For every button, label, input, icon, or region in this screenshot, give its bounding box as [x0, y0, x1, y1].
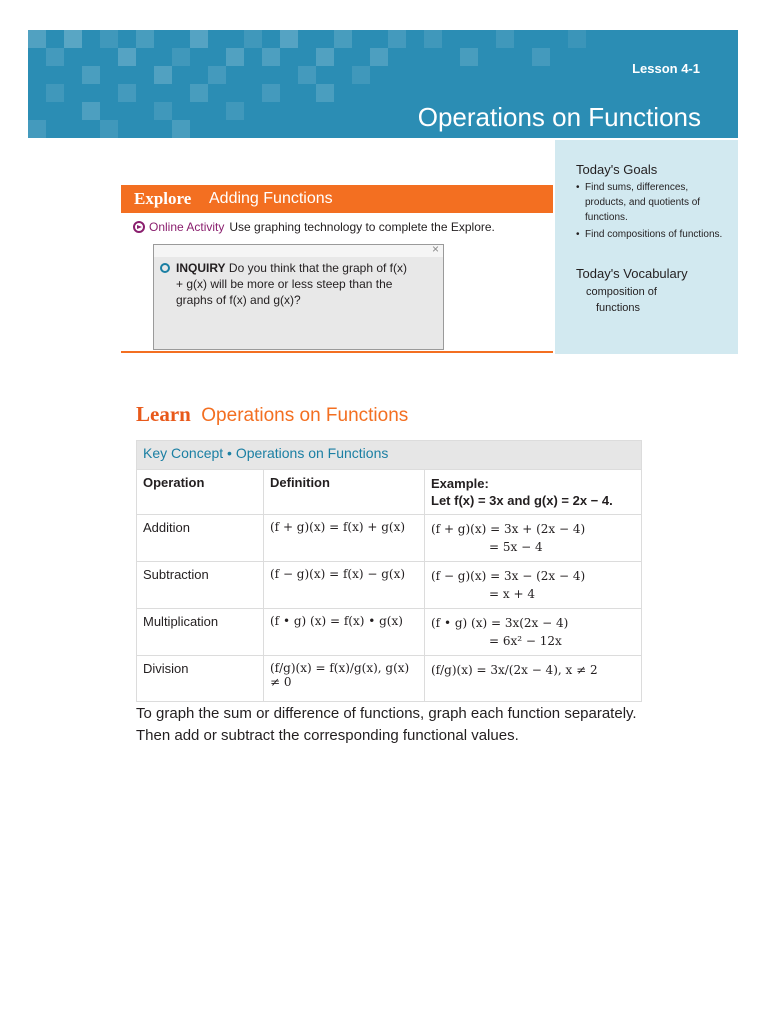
- learn-header: [136, 402, 408, 427]
- definition-cell: (f/g)(x) = f(x)/g(x), g(x) ≠ 0: [264, 656, 425, 702]
- definition-cell: (f • g) (x) = f(x) • g(x): [264, 609, 425, 656]
- column-header-definition: Definition: [264, 470, 425, 515]
- online-activity-link[interactable]: Online Activity: [149, 220, 225, 234]
- column-header-operation: Operation: [137, 470, 264, 515]
- example-line: (f • g) (x) = 3x(2x − 4): [431, 616, 569, 630]
- learn-keyword: Learn: [136, 402, 191, 426]
- example-line: = 6x² − 12x: [489, 634, 562, 648]
- key-concept-table: [136, 440, 642, 702]
- inquiry-question: [176, 260, 416, 308]
- learn-title: Operations on Functions: [201, 405, 409, 426]
- table-row: [137, 609, 642, 656]
- key-concept-caption-row: [137, 441, 642, 470]
- example-cell: [425, 515, 642, 562]
- vocabulary-term: [586, 284, 696, 316]
- key-concept-caption: Key Concept • Operations on Functions: [137, 441, 642, 470]
- goals-heading: Today's Goals: [576, 162, 658, 177]
- vocabulary-heading: Today's Vocabulary: [576, 266, 688, 281]
- inquiry-titlebar: [154, 245, 443, 257]
- vocabulary-term-line: functions: [596, 302, 641, 314]
- vocabulary-term-line: composition of: [586, 286, 657, 298]
- column-header-example: [425, 470, 642, 515]
- table-row: [137, 515, 642, 562]
- inquiry-text: Do you think that the graph of f(x) + g(x) will be more or less steep than the graphs of f(x) and g(x)?: [176, 261, 408, 307]
- table-row: [137, 656, 642, 702]
- example-line: (f − g)(x) = 3x − (2x − 4): [431, 569, 586, 583]
- lesson-banner: [28, 30, 738, 138]
- example-line: = 5x − 4: [489, 540, 543, 554]
- example-cell: [425, 656, 642, 702]
- inquiry-icon: [160, 263, 170, 273]
- example-header-line: Let f(x) = 3x and g(x) = 2x − 4.: [431, 493, 613, 508]
- inquiry-panel: [153, 244, 444, 350]
- goals-list: [576, 180, 726, 244]
- goals-sidebar: [555, 140, 738, 354]
- operation-cell: Multiplication: [137, 609, 264, 656]
- example-header-line: Example:: [431, 476, 489, 491]
- play-icon: [133, 221, 145, 233]
- example-line: = x + 4: [489, 587, 535, 601]
- table-row: [137, 562, 642, 609]
- lesson-number: Lesson 4-1: [632, 61, 700, 76]
- explore-divider: [121, 351, 553, 353]
- example-line: (f + g)(x) = 3x + (2x − 4): [431, 522, 586, 536]
- goal-item: • Find compositions of functions.: [576, 227, 726, 242]
- operation-cell: Addition: [137, 515, 264, 562]
- example-cell: [425, 609, 642, 656]
- operation-cell: Division: [137, 656, 264, 702]
- definition-cell: (f + g)(x) = f(x) + g(x): [264, 515, 425, 562]
- close-icon[interactable]: ×: [431, 242, 439, 256]
- online-activity-text: Use graphing technology to complete the Explore.: [229, 220, 495, 234]
- explore-title: Adding Functions: [209, 190, 333, 207]
- example-line: (f/g)(x) = 3x/(2x − 4), x ≠ 2: [431, 663, 598, 677]
- goal-item: • Find sums, differences, products, and quotients of functions.: [576, 180, 726, 225]
- operation-cell: Subtraction: [137, 562, 264, 609]
- example-cell: [425, 562, 642, 609]
- lesson-title: Operations on Functions: [417, 102, 701, 132]
- table-header-row: [137, 470, 642, 515]
- body-paragraph: To graph the sum or difference of functions, graph each function separately. Then add or subtract the corresponding functional values.: [136, 705, 637, 744]
- explore-keyword: Explore: [134, 189, 192, 208]
- definition-cell: (f − g)(x) = f(x) − g(x): [264, 562, 425, 609]
- online-activity-row[interactable]: [133, 220, 495, 234]
- inquiry-label: INQUIRY: [176, 261, 226, 275]
- explore-header: [121, 185, 553, 213]
